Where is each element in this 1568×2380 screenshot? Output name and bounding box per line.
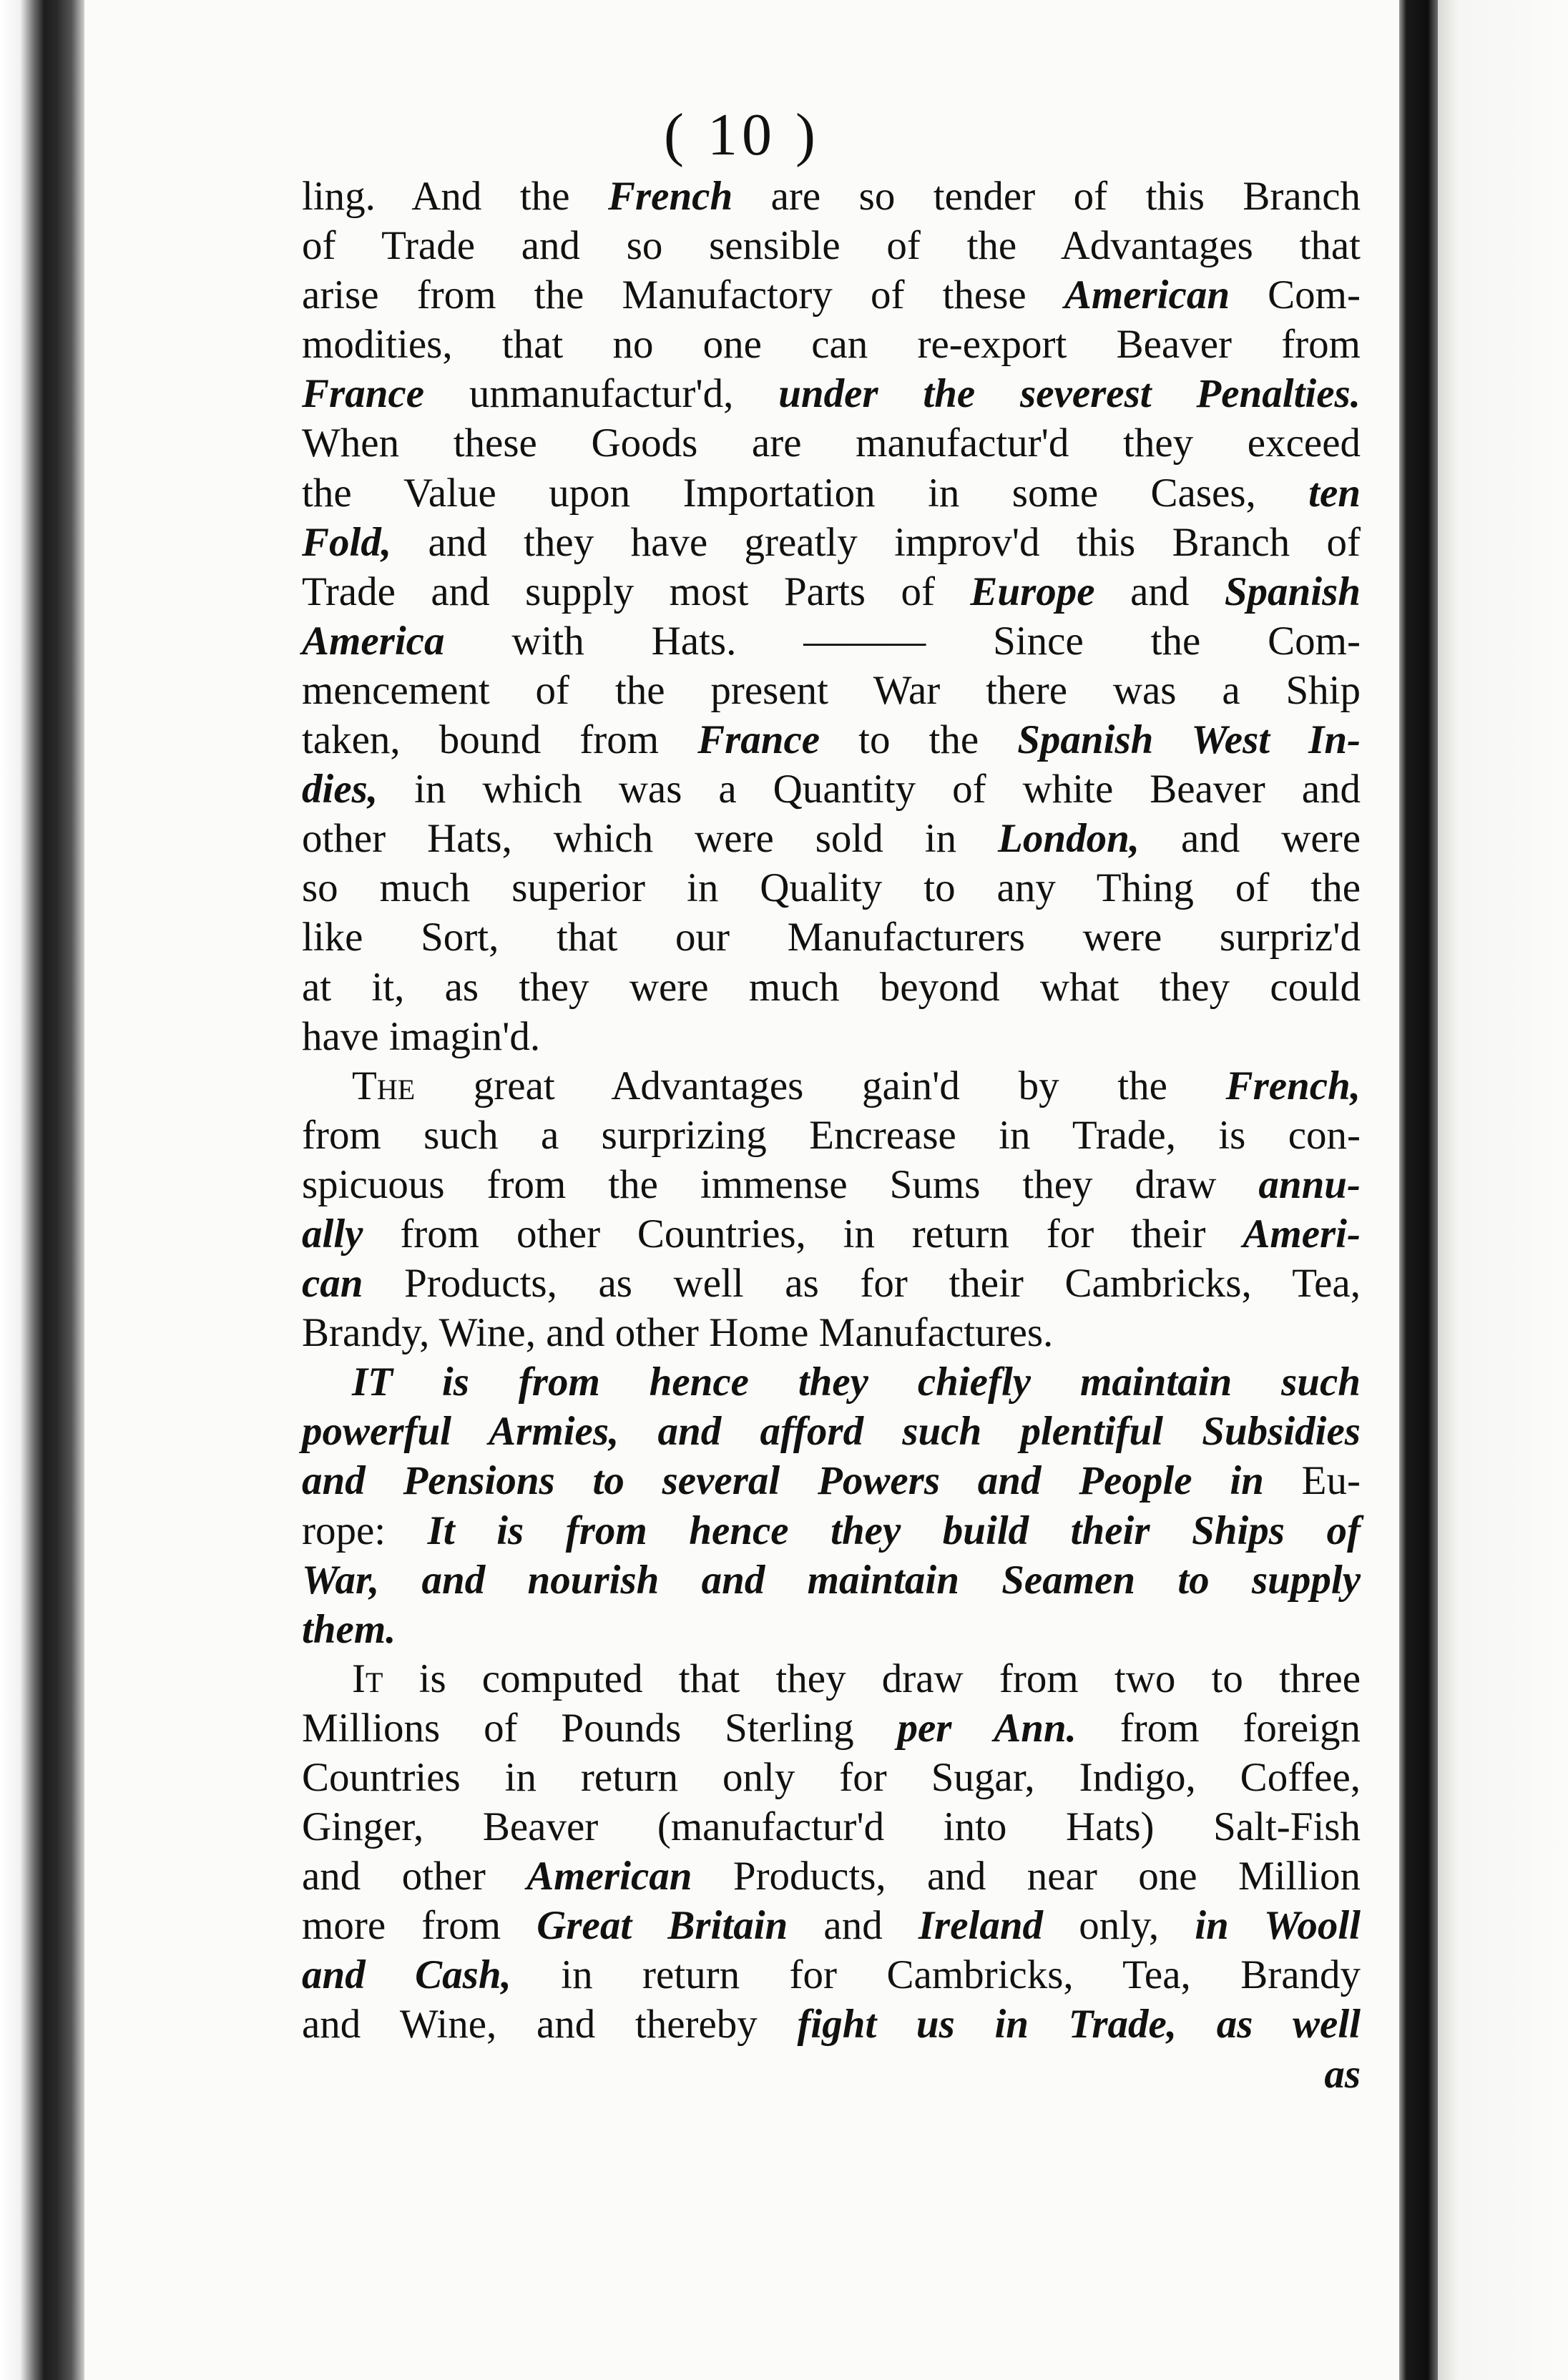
text-line <box>302 1357 1361 1407</box>
text-segment: with Hats. ——— Since the Com- <box>444 618 1361 664</box>
text-line <box>302 518 1361 567</box>
italic-segment: dies, <box>302 767 378 812</box>
text-line <box>302 1901 1361 1950</box>
text-segment: modities, that no one can re-export Beaver from <box>302 322 1361 368</box>
text-line <box>302 1259 1361 1308</box>
text-line <box>302 863 1361 913</box>
text-segment: unmanufactur'd, <box>424 371 779 417</box>
text-segment: and <box>1094 569 1225 614</box>
text-segment: mencement of the present War there was a Ship <box>302 667 1361 713</box>
text-segment: arise from the Manufactory of these <box>302 272 1064 318</box>
text-segment: from other Countries, in return for their <box>363 1211 1243 1257</box>
text-line <box>302 1407 1361 1456</box>
text-line <box>302 666 1361 715</box>
text-segment: at it, as they were much beyond what they could <box>302 964 1361 1010</box>
italic-segment: Great Britain <box>536 1903 788 1949</box>
text-line <box>302 2000 1361 2049</box>
text-line <box>302 369 1361 418</box>
italic-segment: in Wooll <box>1195 1903 1361 1949</box>
italic-segment: them. <box>302 1606 396 1652</box>
text-segment: is computed that they draw from two to three <box>383 1656 1361 1701</box>
text-line <box>302 1605 1361 1654</box>
text-segment: the Value upon Importation in some Cases, <box>302 470 1309 516</box>
italic-segment: Spanish West In- <box>1017 717 1361 763</box>
text-segment: Products, as well as for their Cambricks, Tea, <box>363 1261 1361 1307</box>
text-line <box>302 468 1361 518</box>
text-line <box>302 1753 1361 1802</box>
text-segment: in which was a Quantity of white Beaver and <box>378 767 1361 812</box>
text-line <box>302 1111 1361 1160</box>
text-segment: and <box>788 1903 918 1949</box>
book-page <box>84 0 1399 2380</box>
italic-segment: as <box>1324 2051 1361 2097</box>
text-segment: Ginger, Beaver (manufactur'd into Hats) Salt-Fish <box>302 1804 1361 1850</box>
italic-segment: and Pensions to several Powers and People in <box>302 1458 1264 1504</box>
text-line <box>302 814 1361 863</box>
text-segment: only, <box>1043 1903 1195 1949</box>
text-line <box>302 963 1361 1012</box>
italic-segment: Europe <box>970 569 1095 614</box>
italic-segment: American <box>1064 272 1230 318</box>
text-line <box>302 1061 1361 1111</box>
text-segment: so much superior in Quality to any Thing of the <box>302 865 1361 911</box>
text-segment: have imagin'd. <box>302 1013 541 1059</box>
text-segment: great Advantages gain'd by the <box>415 1063 1226 1108</box>
text-segment: to the <box>820 717 1018 763</box>
text-line <box>302 616 1361 666</box>
text-segment: and other <box>302 1854 527 1899</box>
binding-shadow-right <box>1399 0 1438 2380</box>
text-line <box>302 1555 1361 1605</box>
italic-segment: fight us in Trade, as well <box>797 2002 1361 2047</box>
italic-segment: Spanish <box>1224 569 1361 614</box>
text-segment: of Trade and so sensible of the Advantages that <box>302 223 1361 269</box>
text-line <box>302 2050 1361 2099</box>
text-segment: and were <box>1140 816 1361 862</box>
italic-segment: powerful Armies, and afford such plentiful Subsidies <box>302 1409 1361 1455</box>
text-segment: are so tender of this Branch <box>732 174 1361 219</box>
text-line <box>302 1950 1361 2000</box>
text-segment: It <box>352 1656 383 1701</box>
italic-segment: can <box>302 1261 363 1307</box>
italic-segment: ally <box>302 1211 363 1257</box>
text-line <box>302 715 1361 764</box>
text-segment: ling. And the <box>302 174 608 219</box>
italic-segment: per Ann. <box>897 1705 1077 1751</box>
italic-segment: annu- <box>1258 1161 1361 1207</box>
text-line <box>302 418 1361 468</box>
italic-segment: France <box>697 717 820 763</box>
italic-segment: IT is from hence they chiefly maintain such <box>352 1359 1361 1405</box>
text-line <box>302 172 1361 221</box>
italic-segment: It is from hence they build their Ships of <box>427 1508 1361 1553</box>
text-line <box>302 1654 1361 1703</box>
text-segment: Eu- <box>1263 1458 1361 1504</box>
italic-segment: under the severest Penalties. <box>778 371 1361 417</box>
text-segment: Com- <box>1230 272 1361 318</box>
italic-segment: France <box>302 371 424 417</box>
text-line <box>302 1852 1361 1901</box>
text-line <box>302 1209 1361 1259</box>
text-line <box>302 221 1361 270</box>
text-line <box>302 764 1361 814</box>
text-line <box>302 567 1361 616</box>
page-number: ( 10 ) <box>664 102 820 168</box>
text-line <box>302 270 1361 320</box>
text-segment: Trade and supply most Parts of <box>302 569 971 614</box>
text-segment: and Wine, and thereby <box>302 2002 798 2047</box>
italic-segment: America <box>302 618 445 664</box>
text-segment: spicuous from the immense Sums they draw <box>302 1161 1259 1207</box>
text-line <box>302 1703 1361 1753</box>
text-segment: more from <box>302 1903 537 1949</box>
text-line <box>302 1506 1361 1555</box>
italic-segment: French <box>607 174 733 219</box>
italic-segment: London, <box>998 816 1140 862</box>
text-line <box>302 1012 1361 1061</box>
text-line <box>302 1802 1361 1852</box>
italic-segment: and Cash, <box>302 1952 511 1998</box>
text-line <box>302 1456 1361 1505</box>
text-segment: and they have greatly improv'd this Branch of <box>391 519 1361 565</box>
italic-segment: American <box>526 1854 692 1899</box>
text-segment: Brandy, Wine, and other Home Manufactures. <box>302 1310 1054 1356</box>
italic-segment: Ireland <box>918 1903 1044 1949</box>
text-line <box>302 1160 1361 1209</box>
text-segment: Countries in return only for Sugar, Indigo, Coffee, <box>302 1755 1361 1800</box>
text-segment: rope: <box>302 1508 428 1553</box>
text-segment: other Hats, which were sold in <box>302 816 999 862</box>
text-line <box>302 320 1361 369</box>
text-segment: The <box>352 1063 416 1108</box>
italic-segment: Ameri- <box>1243 1211 1361 1257</box>
text-segment: in return for Cambricks, Tea, Brandy <box>511 1952 1361 1998</box>
text-line <box>302 913 1361 962</box>
text-segment: like Sort, that our Manufacturers were surpriz'd <box>302 915 1361 960</box>
text-line <box>302 1308 1361 1357</box>
text-segment: Products, and near one Million <box>692 1854 1361 1899</box>
text-segment: When these Goods are manufactur'd they exceed <box>302 421 1361 466</box>
text-segment: taken, bound from <box>302 717 698 763</box>
adjacent-page-edge <box>1438 0 1568 2380</box>
text-segment: from such a surprizing Encrease in Trade, is con- <box>302 1112 1361 1158</box>
italic-segment: ten <box>1308 470 1361 516</box>
text-segment: Millions of Pounds Sterling <box>302 1705 898 1751</box>
body-text <box>302 172 1361 2099</box>
italic-segment: War, and nourish and maintain Seamen to supply <box>302 1557 1361 1603</box>
text-segment: from foreign <box>1076 1705 1361 1751</box>
binding-shadow-left <box>0 0 86 2380</box>
italic-segment: Fold, <box>302 519 392 565</box>
italic-segment: French, <box>1225 1063 1361 1108</box>
